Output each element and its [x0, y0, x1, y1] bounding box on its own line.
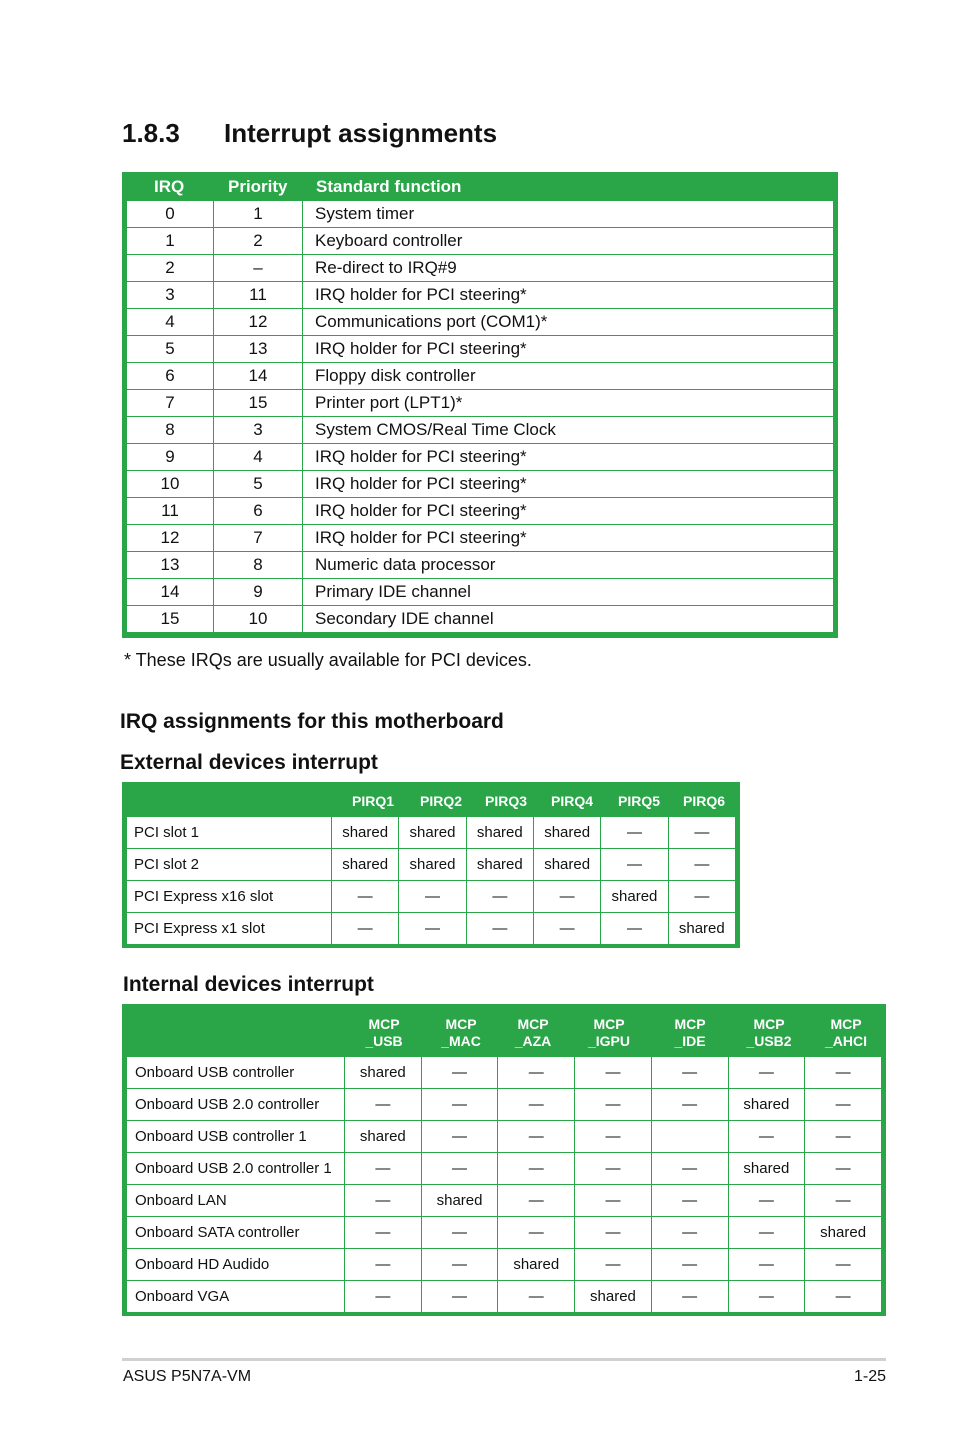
table-cell: 2	[214, 228, 303, 255]
external-table	[126, 816, 736, 945]
table-cell: IRQ holder for PCI steering*	[303, 471, 834, 498]
table-cell: —	[345, 1217, 422, 1249]
internal-header-cell	[346, 1016, 422, 1050]
table-cell: —	[575, 1153, 652, 1185]
table-cell: —	[498, 1089, 575, 1121]
table-cell: —	[421, 1121, 498, 1153]
table-cell: 1	[214, 201, 303, 228]
table-cell: 15	[214, 390, 303, 417]
table-cell: 4	[127, 309, 214, 336]
table-cell: —	[345, 1153, 422, 1185]
table-cell: —	[332, 881, 399, 913]
table-cell: Onboard HD Audido	[127, 1249, 345, 1281]
table-cell: shared	[399, 849, 466, 881]
table-cell: —	[805, 1153, 882, 1185]
table-cell: 12	[214, 309, 303, 336]
table-cell: 14	[214, 363, 303, 390]
table-cell: shared	[601, 881, 668, 913]
header-line: _MAC	[441, 1033, 481, 1049]
header-line: MCP	[368, 1016, 400, 1032]
table-cell: —	[668, 817, 735, 849]
table-cell: Re-direct to IRQ#9	[303, 255, 834, 282]
table-cell: —	[728, 1249, 805, 1281]
table-cell: —	[575, 1217, 652, 1249]
header-line: MCP	[517, 1016, 549, 1032]
table-cell: —	[421, 1217, 498, 1249]
table-cell: Keyboard controller	[303, 228, 834, 255]
table-cell: shared	[533, 817, 600, 849]
table-cell: 9	[127, 444, 214, 471]
external-header-cell: PIRQ6	[682, 793, 725, 809]
table-cell: shared	[466, 817, 533, 849]
table-cell: 0	[127, 201, 214, 228]
external-table-header	[122, 782, 740, 816]
table-cell: 7	[214, 525, 303, 552]
table-cell: —	[728, 1121, 805, 1153]
table-cell: shared	[399, 817, 466, 849]
table-cell: Onboard USB 2.0 controller 1	[127, 1153, 345, 1185]
table-cell: Printer port (LPT1)*	[303, 390, 834, 417]
table-row	[127, 1057, 882, 1089]
table-cell: —	[533, 881, 600, 913]
table-cell: —	[421, 1057, 498, 1089]
table-cell: 3	[214, 417, 303, 444]
table-cell: —	[345, 1089, 422, 1121]
header-line: MCP	[445, 1016, 477, 1032]
table-cell: shared	[533, 849, 600, 881]
table-cell: —	[805, 1121, 882, 1153]
table-cell: 1	[127, 228, 214, 255]
table-cell: shared	[345, 1057, 422, 1089]
external-heading: External devices interrupt	[120, 751, 378, 774]
table-cell: shared	[575, 1281, 652, 1313]
table-cell: —	[345, 1281, 422, 1313]
table-cell: 8	[214, 552, 303, 579]
header-line: _AHCI	[824, 1033, 867, 1049]
table-row	[127, 1153, 882, 1185]
internal-header-cell	[731, 1016, 807, 1050]
table-row	[127, 552, 834, 579]
table-cell: PCI slot 1	[127, 817, 332, 849]
table-cell: —	[601, 849, 668, 881]
header-line: MCP	[753, 1016, 785, 1032]
table-cell: —	[805, 1249, 882, 1281]
table-cell: shared	[332, 849, 399, 881]
table-row	[127, 282, 834, 309]
table-cell: —	[575, 1089, 652, 1121]
table-cell: Onboard USB 2.0 controller	[127, 1089, 345, 1121]
table-cell: —	[466, 881, 533, 913]
table-cell: 11	[214, 282, 303, 309]
table-cell: —	[805, 1185, 882, 1217]
table-cell: IRQ holder for PCI steering*	[303, 525, 834, 552]
header-line: _IGPU	[587, 1033, 630, 1049]
table-cell: —	[601, 817, 668, 849]
table-cell: —	[421, 1249, 498, 1281]
table-cell: —	[498, 1057, 575, 1089]
external-header-cell: PIRQ3	[484, 793, 527, 809]
table-cell: Communications port (COM1)*	[303, 309, 834, 336]
footer-page-number: 1-25	[853, 1368, 886, 1385]
external-header-cell: PIRQ5	[617, 793, 660, 809]
header-line: MCP	[674, 1016, 706, 1032]
table-row	[127, 471, 834, 498]
table-cell: IRQ holder for PCI steering*	[303, 444, 834, 471]
table-row	[127, 390, 834, 417]
section-heading	[122, 118, 497, 149]
table-row	[127, 498, 834, 525]
table-cell: —	[421, 1089, 498, 1121]
irq-header-priority: Priority	[228, 177, 288, 196]
header-line: _AZA	[514, 1033, 552, 1049]
external-header-cell: PIRQ1	[351, 793, 394, 809]
table-cell: —	[601, 913, 668, 945]
header-line: MCP	[830, 1016, 862, 1032]
table-cell: 3	[127, 282, 214, 309]
table-cell: 13	[127, 552, 214, 579]
table-row	[127, 1281, 882, 1313]
table-cell: —	[651, 1057, 728, 1089]
internal-header-cell	[495, 1016, 571, 1050]
table-row	[127, 417, 834, 444]
table-cell: PCI slot 2	[127, 849, 332, 881]
section-title: Interrupt assignments	[224, 118, 498, 148]
table-cell: Onboard LAN	[127, 1185, 345, 1217]
table-cell: 7	[127, 390, 214, 417]
table-cell: —	[345, 1249, 422, 1281]
table-cell: —	[498, 1121, 575, 1153]
table-row	[127, 1089, 882, 1121]
table-row	[127, 525, 834, 552]
table-row	[127, 1217, 882, 1249]
table-cell: System timer	[303, 201, 834, 228]
table-cell: 10	[127, 471, 214, 498]
table-row	[127, 881, 736, 913]
table-cell: —	[575, 1185, 652, 1217]
internal-header-cell	[808, 1016, 884, 1050]
table-row	[127, 444, 834, 471]
table-cell: IRQ holder for PCI steering*	[303, 336, 834, 363]
table-cell: IRQ holder for PCI steering*	[303, 498, 834, 525]
table-cell: —	[668, 849, 735, 881]
table-cell: PCI Express x16 slot	[127, 881, 332, 913]
pci-note: * These IRQs are usually available for PCI devices.	[124, 650, 532, 670]
table-cell: —	[651, 1281, 728, 1313]
table-cell: —	[533, 913, 600, 945]
internal-header-cell	[571, 1016, 647, 1050]
table-cell: —	[728, 1185, 805, 1217]
table-cell: —	[575, 1249, 652, 1281]
table-cell: shared	[805, 1217, 882, 1249]
table-cell: —	[498, 1281, 575, 1313]
table-row	[127, 1121, 882, 1153]
table-cell: —	[651, 1217, 728, 1249]
table-cell: —	[345, 1185, 422, 1217]
table-cell: —	[728, 1281, 805, 1313]
irq-table-header	[126, 172, 834, 200]
table-row	[127, 255, 834, 282]
internal-table	[126, 1056, 882, 1313]
table-cell: 11	[127, 498, 214, 525]
table-cell: 5	[127, 336, 214, 363]
table-cell: 4	[214, 444, 303, 471]
table-cell: shared	[668, 913, 735, 945]
external-header-cell: PIRQ2	[419, 793, 462, 809]
table-cell: —	[651, 1153, 728, 1185]
irq-assignments-heading: IRQ assignments for this motherboard	[120, 710, 504, 733]
table-row	[127, 228, 834, 255]
table-cell: —	[575, 1121, 652, 1153]
table-cell: 10	[214, 606, 303, 633]
table-cell: Onboard SATA controller	[127, 1217, 345, 1249]
table-cell: Secondary IDE channel	[303, 606, 834, 633]
table-cell: —	[805, 1089, 882, 1121]
internal-heading: Internal devices interrupt	[123, 973, 374, 996]
header-line: _USB2	[746, 1033, 792, 1049]
irq-header-irq: IRQ	[154, 177, 185, 196]
irq-table	[126, 200, 834, 633]
table-cell: shared	[332, 817, 399, 849]
table-cell: Numeric data processor	[303, 552, 834, 579]
table-cell: —	[728, 1057, 805, 1089]
table-cell: 8	[127, 417, 214, 444]
table-cell: PCI Express x1 slot	[127, 913, 332, 945]
table-cell: Onboard VGA	[127, 1281, 345, 1313]
table-cell: IRQ holder for PCI steering*	[303, 282, 834, 309]
table-cell: 12	[127, 525, 214, 552]
table-row	[127, 336, 834, 363]
external-table-frame	[122, 782, 740, 948]
table-row	[127, 1249, 882, 1281]
table-row	[127, 309, 834, 336]
footer-model: ASUS P5N7A-VM	[123, 1368, 252, 1385]
table-cell: Floppy disk controller	[303, 363, 834, 390]
internal-header-cell	[652, 1016, 728, 1050]
table-cell: shared	[728, 1089, 805, 1121]
table-cell: Onboard USB controller 1	[127, 1121, 345, 1153]
table-cell: –	[214, 255, 303, 282]
table-cell: Onboard USB controller	[127, 1057, 345, 1089]
table-cell: 6	[214, 498, 303, 525]
internal-header-cell	[423, 1016, 499, 1050]
table-cell: —	[498, 1217, 575, 1249]
table-cell: 15	[127, 606, 214, 633]
table-cell: —	[728, 1217, 805, 1249]
table-cell: 13	[214, 336, 303, 363]
table-cell: —	[651, 1089, 728, 1121]
header-line: MCP	[593, 1016, 625, 1032]
table-cell: —	[466, 913, 533, 945]
table-cell: —	[421, 1281, 498, 1313]
table-cell: —	[498, 1185, 575, 1217]
table-cell: —	[805, 1281, 882, 1313]
internal-table-header	[122, 1004, 886, 1056]
table-cell: shared	[498, 1249, 575, 1281]
external-header-cell: PIRQ4	[550, 793, 593, 809]
table-cell: —	[651, 1185, 728, 1217]
table-row	[127, 201, 834, 228]
table-row	[127, 606, 834, 633]
table-cell: 14	[127, 579, 214, 606]
table-cell: System CMOS/Real Time Clock	[303, 417, 834, 444]
table-cell: —	[575, 1057, 652, 1089]
irq-table-frame	[122, 172, 838, 638]
table-cell: —	[332, 913, 399, 945]
table-cell: shared	[421, 1185, 498, 1217]
table-cell: —	[498, 1153, 575, 1185]
internal-table-frame	[122, 1004, 886, 1316]
table-cell: shared	[345, 1121, 422, 1153]
table-cell: 9	[214, 579, 303, 606]
table-cell: shared	[728, 1153, 805, 1185]
table-cell: —	[421, 1153, 498, 1185]
table-cell: 5	[214, 471, 303, 498]
footer-rule	[122, 1358, 886, 1361]
table-cell	[651, 1121, 728, 1153]
table-row	[127, 579, 834, 606]
section-number: 1.8.3	[122, 118, 180, 148]
table-cell: —	[399, 881, 466, 913]
table-cell: 6	[127, 363, 214, 390]
table-row	[127, 363, 834, 390]
table-row	[127, 817, 736, 849]
table-cell: Primary IDE channel	[303, 579, 834, 606]
table-cell: —	[668, 881, 735, 913]
irq-header-function: Standard function	[316, 177, 462, 196]
table-row	[127, 913, 736, 945]
table-row	[127, 1185, 882, 1217]
header-line: _USB	[365, 1033, 403, 1049]
table-cell: —	[805, 1057, 882, 1089]
table-cell: 2	[127, 255, 214, 282]
table-cell: —	[399, 913, 466, 945]
table-cell: —	[651, 1249, 728, 1281]
table-cell: shared	[466, 849, 533, 881]
table-row	[127, 849, 736, 881]
header-line: _IDE	[674, 1033, 706, 1049]
